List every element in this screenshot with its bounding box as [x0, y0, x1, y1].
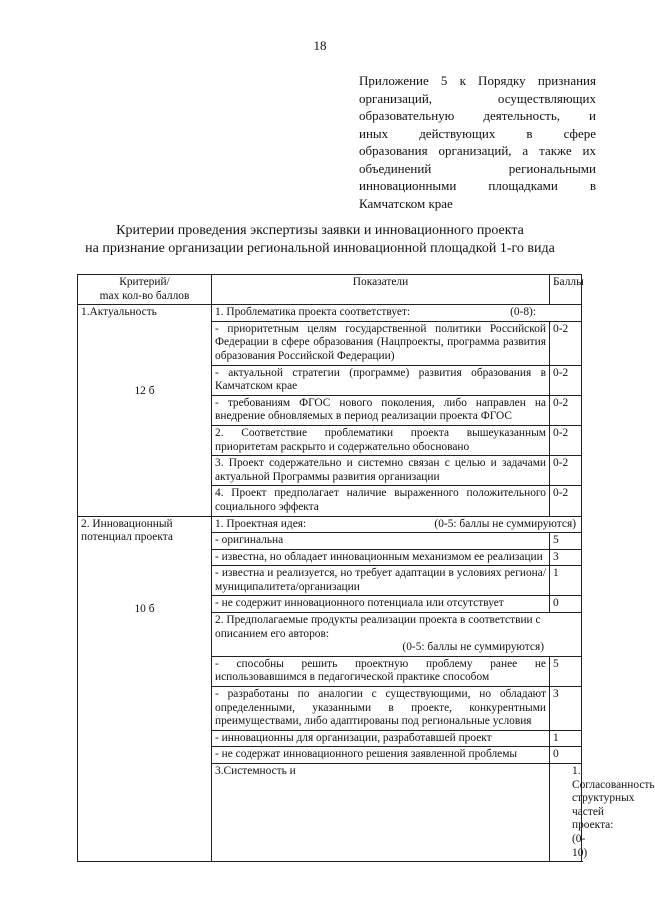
appendix-line: инновационными площадками в [359, 178, 596, 193]
appendix-line: образовательную деятельность, и [359, 108, 596, 123]
indicator-text: - оригинальна [212, 533, 550, 550]
appendix-line: Камчатском крае [359, 195, 453, 211]
group-label: 1. Проблематика проекта соответствует: [215, 306, 411, 319]
criterion-max-score: 12 б [134, 385, 155, 398]
group-range: (0-8): [510, 306, 536, 319]
appendix-line: организаций, осуществляющих [359, 90, 596, 106]
indicator-text: - известна, но обладает инновационным механизмом ее реализации [212, 549, 550, 566]
title-line: Критерии проведения экспертизы заявки и инновационного проекта [116, 223, 524, 238]
group-range: (0-5: баллы не суммируются) [434, 517, 576, 530]
criterion-systemic: 3.Системность и [212, 764, 550, 862]
indicator-points: 0 [550, 747, 582, 764]
document-title [0, 222, 640, 258]
indicator-text: 2. Соответствие проблематики проекта вышеуказанным приоритетам раскрыто и содержательно обосновано [212, 425, 550, 455]
table-header-row [78, 275, 582, 305]
header-points: Баллы [550, 275, 582, 305]
group-label: 2. Предполагаемые продукты реализации проекта в соответствии с описанием его авторов: [215, 614, 541, 640]
indicator-points: 0-2 [550, 321, 582, 365]
group-header [212, 516, 582, 533]
indicator-text: - способны решить проектную проблему ранее не использовавшимся в педагогической практике способом [212, 656, 550, 686]
appendix-header [359, 72, 596, 212]
indicator-text: - разработаны по аналогии с существующими, но обладают определенными, указанными в проекте, конкурентными преимуществами, либо адаптированы под региональные условия [212, 687, 550, 731]
indicator-text: - инновационны для организации, разработавшей проект [212, 730, 550, 747]
header-indicators: Показатели [212, 275, 550, 305]
indicator-points: 1 [550, 566, 582, 596]
indicator-points: 0 [550, 596, 582, 613]
indicator-text: - требованиям ФГОС нового поколения, либо направлен на внедрение обновляемых в период реализации проекта ФГОС [212, 395, 550, 425]
appendix-line: иных действующих в сфере [359, 125, 596, 141]
indicator-points: 1 [550, 730, 582, 747]
group-label: 1. Проектная идея: [215, 517, 307, 530]
title-line: на признание организации региональной инновационной площадкой 1-го вида [85, 241, 555, 256]
indicator-points: 3 [550, 687, 582, 731]
indicator-text: - известна и реализуется, но требует адаптации в условиях региона/муниципалитета/организации [212, 566, 550, 596]
criterion-actuality [78, 305, 212, 516]
criterion-name: 1.Актуальность [81, 306, 157, 319]
table-row [78, 516, 582, 533]
indicator-points: 0-2 [550, 425, 582, 455]
indicator-text: - не содержит инновационного потенциала или отсутствует [212, 596, 550, 613]
indicator-points: 0-2 [550, 456, 582, 486]
criterion-max-score: 10 б [134, 602, 155, 615]
indicator-text: 4. Проект предполагает наличие выраженного положительного социального эффекта [212, 486, 550, 516]
indicator-points: 0-2 [550, 395, 582, 425]
indicator-points: 0-2 [550, 365, 582, 395]
indicator-points: 5 [550, 656, 582, 686]
indicator-text: 3. Проект содержательно и системно связан с целью и задачами актуальной Программы развития организации [212, 456, 550, 486]
indicator-text: - не содержат инновационного решения заявленной проблемы [212, 747, 550, 764]
indicator-text: - приоритетным целям государственной политики Российской Федерации в сфере образования (Нацпроекты, программа развития образования Российской Федерации) [212, 321, 550, 365]
indicator-points: 3 [550, 549, 582, 566]
group-header [212, 613, 582, 657]
indicator-text: - актуальной стратегии (программе) развития образования в Камчатском крае [212, 365, 550, 395]
indicator-points: 5 [550, 533, 582, 550]
appendix-line: образования организаций, а также их [359, 143, 596, 158]
appendix-line: объединений региональными [359, 160, 596, 176]
group-header [212, 305, 582, 322]
appendix-line: Приложение 5 к Порядку признания [359, 73, 596, 88]
header-criterion: Критерий/ max кол-во баллов [78, 275, 212, 305]
group-range: (0-5: баллы не суммируются) [402, 641, 544, 654]
indicator-points: 0-2 [550, 486, 582, 516]
page-number: 18 [313, 38, 327, 53]
table-row [78, 305, 582, 322]
criterion-name: 2. Инновационный потенциал проекта [81, 517, 173, 544]
criterion-innovation [78, 516, 212, 862]
criteria-table [77, 274, 655, 862]
group-header: 1. Согласованность структурных частей проекта: (0-10) [550, 764, 582, 862]
